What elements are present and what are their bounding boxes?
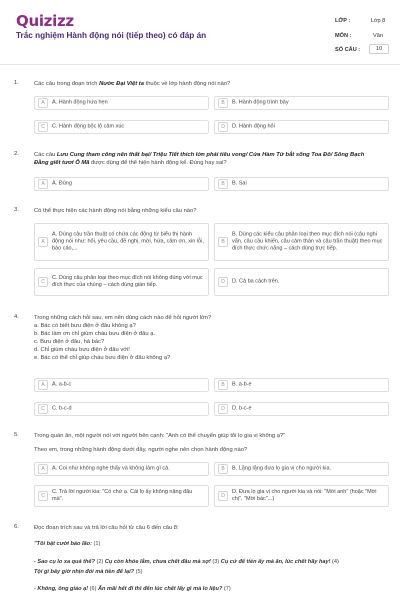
option-letter: B — [218, 380, 228, 390]
option-text: A. Hành động hứa hẹn — [52, 99, 108, 106]
option-text: B. Lặng lặng đưa lọ gia vị cho người kia. — [232, 465, 332, 472]
question-number: 1. — [14, 80, 19, 86]
question-text-pre: Các câu — [34, 152, 57, 158]
option-b[interactable] — [214, 462, 389, 476]
question-text-bold: Nước Đại Việt ta — [99, 81, 144, 87]
question-text-post: được dùng để thể hiện hành động kể. Đúng hay sai? — [89, 160, 227, 166]
option-text: D. Đưa lọ gia vị cho người kia và nói: "Mời anh" (hoặc "Mời chị", "Mời bác"...) — [232, 489, 377, 502]
option-d[interactable] — [214, 268, 389, 296]
passage-line — [34, 586, 394, 594]
option-text: C. Dùng câu phân loại theo mục đích nói không đúng với mục đích thực của chúng – cách dùng gián tiếp. — [52, 275, 203, 288]
passage-plain: (1) — [93, 541, 101, 547]
question-number: 6. — [14, 524, 19, 530]
option-letter: D — [218, 404, 228, 414]
meta-subject — [333, 30, 391, 42]
option-letter: A — [38, 380, 48, 390]
header-divider — [0, 64, 400, 65]
option-letter: C — [38, 404, 48, 414]
question-text-bold: Lưu Cung tham công nên thất bại/ Triệu Tiết thích lớn phải tiêu vong/ Cửa Hàm Tử bắt sống Toa Đô/ Sông Bạch Đằng giết tươi Ô Mã — [34, 152, 365, 166]
question-text — [34, 432, 374, 440]
option-a[interactable] — [34, 223, 209, 261]
answer-choice-line: d. Chỉ giùm cháu bưu điện ở đâu với! — [34, 347, 130, 353]
passage-line — [34, 559, 394, 567]
option-letter: C — [38, 122, 48, 132]
meta-subject-value: Văn — [373, 33, 383, 39]
option-text: D. Hành động hỏi — [232, 123, 275, 130]
option-letter: B — [218, 464, 228, 474]
passage-bold: Ăn mãi hết đi thì đến lúc chết lấy gì mà lo liệu? — [98, 586, 224, 592]
meta-subject-label: MÔN : — [335, 33, 352, 39]
option-letter: B — [218, 179, 228, 189]
question-text-post: thuộc về lớp hành động nói nào? — [143, 81, 231, 87]
option-a[interactable] — [34, 177, 209, 191]
option-text: B. Hành động trình bày — [232, 99, 289, 106]
answer-choice-line: a. Bác có biết bưu điện ở đâu không ạ? — [34, 323, 136, 329]
option-text: C. b-c-d — [52, 405, 72, 412]
option-d[interactable] — [214, 120, 389, 134]
question-text-pre: Đọc đoạn trích sau và trả lời câu hỏi từ câu 6 đến câu 8: — [34, 525, 179, 531]
passage-bold: - Không, ông giáo ạ! — [34, 586, 90, 592]
passage-bold: "Tôi bật cười bảo lão: — [34, 541, 94, 547]
passage-plain: (3) — [212, 559, 221, 565]
option-text: D. Cả ba cách trên. — [232, 278, 280, 285]
option-text: D. b-c-e — [232, 405, 252, 412]
passage-plain: (4) — [332, 559, 339, 565]
option-text: C. Hành động bộc lộ cảm xúc — [52, 123, 125, 130]
answer-choice-line: b. Bác làm ơn chỉ giùm cháu bưu điện ở đâu ạ. — [34, 331, 156, 337]
option-a[interactable] — [34, 378, 209, 392]
passage-bold: - Sao cụ lo xa quá thế? — [34, 559, 97, 565]
question-text-pre: Các câu trong đoạn trích — [34, 81, 100, 87]
option-text: B. a-b-e — [232, 381, 252, 388]
question-text — [34, 151, 374, 167]
passage-bold: Cụ cứ để tiền ấy mà ăn, lúc chết hãy hay! — [220, 559, 333, 565]
passage-bold: Tội gì bây giờ nhịn đói mà tiền để lại? — [34, 569, 136, 575]
option-text: A. Đúng — [52, 180, 72, 187]
option-d[interactable] — [214, 402, 389, 416]
worksheet-header — [0, 0, 400, 62]
meta-grade-value: Lớp 8 — [370, 18, 386, 24]
option-b[interactable] — [214, 177, 389, 191]
passage-plain: (2) — [96, 559, 105, 565]
question-text — [34, 80, 374, 88]
option-letter: B — [218, 237, 228, 247]
option-text: A. a-b-c — [52, 381, 72, 388]
option-letter: D — [218, 491, 228, 501]
option-c[interactable] — [34, 485, 209, 507]
option-a[interactable] — [34, 462, 209, 476]
answer-choice-line: e. Bác có thể chỉ giúp cháu bưu điện ở đâu không ạ? — [34, 355, 171, 361]
option-c[interactable] — [34, 120, 209, 134]
option-letter: B — [218, 98, 228, 108]
question-number: 2. — [14, 151, 19, 157]
passage-bold: Cụ còn khỏe lắm, chưa chết đâu mà sợ! — [104, 559, 213, 565]
meta-grade-label: LỚP : — [335, 18, 351, 24]
option-c[interactable] — [34, 402, 209, 416]
question-number: 3. — [14, 207, 19, 213]
option-d[interactable] — [214, 485, 389, 507]
option-letter: D — [218, 277, 228, 287]
option-text: A. Coi như không nghe thấy và không làm gì cả. — [52, 465, 170, 472]
option-letter: C — [38, 491, 48, 501]
passage-plain: (7) — [223, 586, 231, 592]
question-text — [34, 314, 374, 322]
option-text: A. Dùng câu trần thuật có chứa các động từ biểu thị hành động nói như: hỏi, yêu cầu, đề nghị, mời, hứa, cảm ơn, xin lỗi, báo cáo,... — [52, 231, 204, 252]
option-letter: A — [38, 237, 48, 247]
option-letter: A — [38, 98, 48, 108]
passage-plain: (6) — [89, 586, 99, 592]
question-number: 4. — [14, 314, 19, 320]
meta-count-value: 10 — [369, 44, 389, 54]
option-c[interactable] — [34, 268, 209, 296]
answer-choice-line: c. Bưu điện ở đâu, hả bác? — [34, 339, 105, 345]
option-letter: C — [38, 277, 48, 287]
option-letter: A — [38, 464, 48, 474]
option-a[interactable] — [34, 96, 209, 110]
option-b[interactable] — [214, 96, 389, 110]
meta-count-label: SỐ CÂU : — [335, 47, 361, 53]
question-instruction: Theo em, trong những hành động dưới đây, người nghe nên chọn hành động nào? — [34, 447, 248, 453]
question-text — [34, 524, 374, 532]
option-text: C. Trả lời người kia: "Có chứ ạ. Cái lọ ấy không nặng đâu mà". — [52, 489, 193, 502]
option-text: B. Sai — [232, 180, 247, 187]
question-text-pre: Có thể thực hiện các hành động nói bằng những kiểu câu nào? — [34, 208, 197, 214]
passage-line — [34, 541, 394, 549]
question-text-pre: Trong những cách hỏi sau, em nên dùng cách nào để hỏi người lớn? — [34, 315, 212, 321]
passage-line — [34, 569, 394, 577]
option-text: B. Dùng các kiểu câu phân loại theo mục đích nói (câu nghi vấn, câu cầu khiến, câu cảm thán và câu trần thuật) theo mục đích thực chức năng – cách dùng trực tiếp. — [232, 231, 383, 252]
page-title: Trắc nghiệm Hành động nói (tiếp theo) có đáp án — [16, 31, 207, 40]
question-number: 5. — [14, 432, 19, 438]
option-b[interactable] — [214, 223, 389, 261]
passage-plain: (5) — [135, 569, 143, 575]
option-letter: A — [38, 179, 48, 189]
question-text — [34, 207, 374, 215]
question-text-pre: Trong quán ăn, một người nói với người bên cạnh: "Anh có thể chuyển giúp tôi lọ gia vị không ạ?" — [34, 433, 286, 439]
option-letter: D — [218, 122, 228, 132]
quizizz-logo: Quizizz — [16, 12, 74, 30]
option-b[interactable] — [214, 378, 389, 392]
meta-count — [333, 44, 391, 56]
meta-grade — [333, 15, 391, 27]
